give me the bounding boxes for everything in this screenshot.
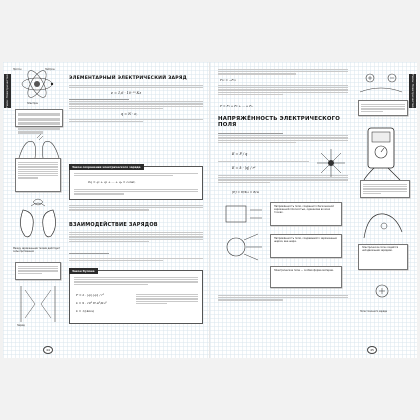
right-side-note-3: Электрическое поле создаётся неподвижными зарядами. <box>358 244 408 270</box>
formula-superposition: F = F₁ + F₂ + ... + Fₙ <box>220 104 253 108</box>
atom-label-neutron: Нейтрон <box>45 68 55 71</box>
point-charge-caption: Поле точечного заряда <box>360 310 387 313</box>
box-conservation-title: Закон сохранения электрического заряда <box>69 164 144 170</box>
box-coulomb-law <box>69 270 203 324</box>
sphere-sketch <box>222 232 264 262</box>
right-page <box>210 62 417 358</box>
field-lines-diagram <box>314 148 348 178</box>
section-tab-right: Тема: Электричество <box>411 74 415 108</box>
paragraph-3 <box>69 118 203 123</box>
page-number-right: 45 <box>367 346 377 354</box>
right-paragraph-6 <box>218 294 348 302</box>
formula-k2: k = 1/(4πε₀) <box>76 309 95 313</box>
multimeter-illustration <box>362 124 402 180</box>
page-number-left: 44 <box>43 346 53 354</box>
book-spread <box>3 62 417 358</box>
right-side-note-1 <box>358 100 408 116</box>
atom-label-proton: Протон <box>13 68 22 71</box>
note-field-matter: Электрическое поле — особая форма материи. <box>270 266 342 288</box>
note-sphere-field: Напряжённость поля, создаваемого заряженным шаром, вне шара. <box>270 234 342 258</box>
heading-elementary-charge: ЭЛЕМЕНТАРНЫЙ ЭЛЕКТРИЧЕСКИЙ ЗАРЯД <box>69 76 187 81</box>
formula-e: e = 1,6 · 10⁻¹⁹ Кл <box>111 91 142 95</box>
heading-field-strength: НАПРЯЖЁННОСТЬ ЭЛЕКТРИЧЕСКОГО ПОЛЯ <box>218 116 341 128</box>
balloons-illustration <box>13 196 63 246</box>
balloon-caption: Между заряженными телами действуют силы притяжения <box>13 247 61 253</box>
right-paragraph-3 <box>218 132 348 144</box>
paragraph-4 <box>69 204 203 212</box>
comb-caption: Заряд <box>17 324 25 327</box>
box-conservation-law <box>69 166 203 200</box>
side-note-atom <box>15 109 63 127</box>
formula-field-point: E = k · |q| / r² <box>232 166 256 170</box>
side-note-coulomb <box>15 158 61 192</box>
right-paragraph-1 <box>218 68 348 76</box>
right-paragraph-2 <box>218 84 348 96</box>
paragraph-2 <box>69 98 203 110</box>
plane-sketch <box>222 200 264 228</box>
side-note-charges <box>15 262 61 280</box>
charges-sketch <box>356 66 406 102</box>
formula-k: k = 9 · 10⁹ Н·м²/Кл² <box>76 301 107 305</box>
formula-f12: F₁₂ = −F₂₁ <box>220 78 236 82</box>
comb-sketch <box>15 284 61 324</box>
heading-interaction: ВЗАИМОДЕЙСТВИЕ ЗАРЯДОВ <box>69 222 158 228</box>
paragraph-1 <box>69 84 203 89</box>
note-plane-field: Напряжённость поля, созданного бесконечной заряженной плоскостью, одинакова во всех точках. <box>270 202 342 226</box>
atom-illustration <box>17 66 57 106</box>
point-charge-sketch <box>362 274 402 308</box>
formula-q: q = N · e, <box>121 112 138 116</box>
formula-coulomb: F = k · |q₁|·|q₂| / r² <box>76 293 104 297</box>
paragraph-5 <box>69 231 203 243</box>
box-coulomb-title: Закон Кулона <box>69 268 98 274</box>
section-tab: Тема: Электричество <box>5 74 9 108</box>
formula-unit: [E] = Н/Кл = В/м <box>232 190 259 194</box>
right-side-note-2 <box>360 180 410 198</box>
paragraph-6 <box>69 252 203 262</box>
formula-sum-left: Σq = q₁ + q₂ + ... + qₙ = const, <box>88 180 136 184</box>
atom-label-electron: Электрон <box>27 102 39 105</box>
charge-arm-sketch <box>358 202 408 244</box>
left-page <box>3 62 210 358</box>
formula-field: E = F / q <box>232 152 248 156</box>
